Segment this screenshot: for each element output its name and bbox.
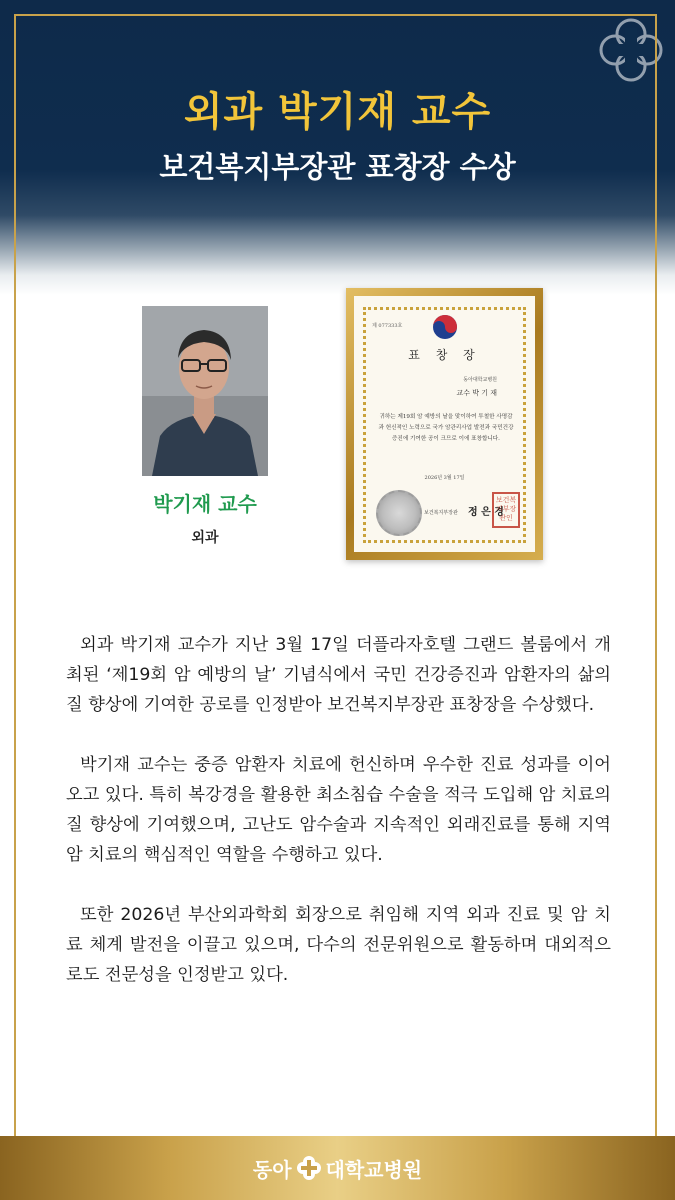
certificate-paper (354, 296, 535, 552)
certificate-date: 2026년 3월 17일 (424, 475, 465, 481)
professor-department: 외과 (191, 530, 219, 546)
article-paragraph: 박기재 교수는 중증 암환자 치료에 헌신하며 우수한 진료 성과를 이어오고 있다. 특히 복강경을 활용한 최소침습 수술을 적극 도입해 암 치료의 질 향상에 기여했으며, 고난도 암수술과 지속적인 외래진료를 통해 지역 암 치료의 핵심적인 역할을 수행하고 있다. (66, 755, 611, 865)
professor-name: 박기재 교수 (153, 492, 257, 516)
article-paragraph: 외과 박기재 교수가 지난 3월 17일 더플라자호텔 그랜드 볼룸에서 개최된 ‘제19회 암 예방의 날’ 기념식에서 국민 건강증진과 암환자의 삶의 질 향상에 기여한 공로를 인정받아 보건복지부장관 표창장을 수상했다. (66, 635, 611, 715)
hospital-logo (0, 1136, 675, 1200)
professor-photo (142, 306, 268, 476)
brand-right: 대학교병원 (325, 1157, 423, 1182)
taegeuk-emblem-icon (432, 314, 458, 340)
certificate-title: 표 창 장 (408, 348, 481, 362)
page-subtitle: 보건복지부장관 표창장 수상 (159, 150, 516, 184)
government-seal-icon (376, 490, 422, 536)
hospital-cross-logo-icon (595, 14, 667, 86)
red-stamp: 보건복지부장관인 (492, 492, 520, 528)
brand-left: 동아 (252, 1157, 292, 1182)
certificate-body: 귀하는 제19회 암 예방의 날을 맞이하여 투철한 사명감과 헌신적인 노력으로 국가 암관리사업 발전과 국민건강증진에 기여한 공이 크므로 이에 표창합니다. (378, 414, 514, 442)
article-body (66, 630, 611, 1020)
certificate-number: 제 077333호 (372, 323, 403, 329)
footer-bar (0, 1136, 675, 1200)
certificate-organization: 동아대학교병원 (463, 377, 497, 383)
article-paragraph: 또한 2026년 부산외과학회 회장으로 취임해 지역 외과 진료 및 암 치료 체계 발전을 이끌고 있으며, 다수의 전문위원으로 활동하며 대외적으로도 전문성을 인정받고 있다. (66, 905, 611, 985)
certificate-recipient: 교수 박 기 재 (456, 389, 497, 397)
page-title: 외과 박기재 교수 (183, 89, 492, 135)
certificate-signer-title: 보건복지부장관 (424, 510, 458, 516)
certificate-signer-name: 정 은 경 (468, 507, 504, 518)
certificate-image (346, 288, 543, 560)
hospital-cross-icon (296, 1155, 322, 1181)
